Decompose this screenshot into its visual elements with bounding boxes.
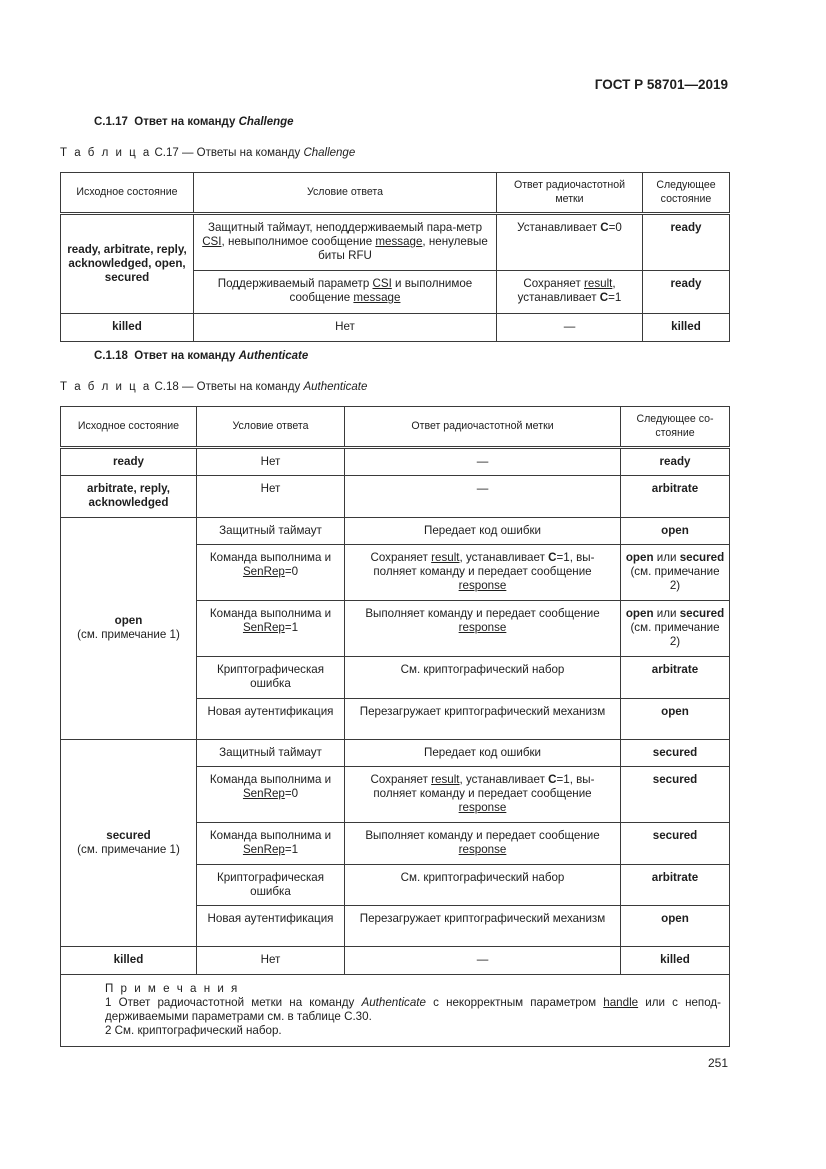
table-row xyxy=(61,214,730,271)
table-number: С.18 — Ответы на команду xyxy=(154,381,301,393)
condition-cell: Команда выполнима и SenRep=0 xyxy=(197,544,345,600)
next-state-cell: arbitrate xyxy=(621,865,730,906)
table-header-row xyxy=(61,407,730,448)
condition-cell: Нет xyxy=(197,476,345,517)
next-state-cell: ready xyxy=(643,214,730,271)
response-cell: — xyxy=(345,448,621,476)
note-1: 1 Ответ радиочастотной метки на команду Authenticate с некорректным параметром handle или с непод-держиваемыми параметрами см. в таблице С.30. xyxy=(105,995,722,1024)
next-state-cell: open xyxy=(621,517,730,544)
condition-cell: Новая аутентификация xyxy=(197,698,345,739)
table-caption-c17 xyxy=(60,147,355,159)
table-row xyxy=(61,313,730,341)
next-state-cell: open или secured (см. примечание 2) xyxy=(621,544,730,600)
col-header-tag-response: Ответ радиочастотной метки xyxy=(345,407,621,448)
response-cell: Передает код ошибки xyxy=(345,517,621,544)
table-c17 xyxy=(60,172,730,342)
next-state-cell: ready xyxy=(643,270,730,313)
table-caption-c18 xyxy=(60,381,367,393)
response-cell: Выполняет команду и передает сообщение response xyxy=(345,600,621,656)
command-name: Authenticate xyxy=(238,350,309,362)
initial-state-cell: arbitrate, reply, acknowledged xyxy=(61,476,197,517)
initial-state-cell: secured (см. примечание 1) xyxy=(61,739,197,947)
response-cell: Перезагружает криптографический механизм xyxy=(345,698,621,739)
condition-cell: Нет xyxy=(197,947,345,974)
response-cell: Передает код ошибки xyxy=(345,739,621,766)
response-cell: Сохраняет result, устанавливает C=1, вы-полняет команду и передает сообщение response xyxy=(345,544,621,600)
table-word: Т а б л и ц а xyxy=(60,147,152,159)
next-state-cell: secured xyxy=(621,767,730,823)
col-header-next-state: Следующее со-стояние xyxy=(621,407,730,448)
initial-state-cell: killed xyxy=(61,947,197,974)
notes-heading: П р и м е ч а н и я xyxy=(105,981,240,995)
response-cell: Устанавливает C=0 xyxy=(497,214,643,271)
next-state-cell: arbitrate xyxy=(621,476,730,517)
response-cell: Сохраняет result, устанавливает C=1, вы-полняет команду и передает сообщение response xyxy=(345,767,621,823)
response-cell: — xyxy=(497,313,643,341)
next-state-cell: secured xyxy=(621,823,730,865)
section-number: С.1.18 xyxy=(94,350,128,362)
page-number: 251 xyxy=(707,1056,728,1070)
next-state-cell: open xyxy=(621,698,730,739)
notes-row xyxy=(61,974,730,1047)
table-row xyxy=(61,947,730,974)
condition-cell: Криптографическая ошибка xyxy=(197,656,345,698)
col-header-condition: Условие ответа xyxy=(194,173,497,214)
response-cell: Выполняет команду и передает сообщение response xyxy=(345,823,621,865)
response-cell: Сохраняет result, устанавливает C=1 xyxy=(497,270,643,313)
col-header-initial-state: Исходное состояние xyxy=(61,407,197,448)
initial-state-cell: killed xyxy=(61,313,194,341)
table-c18 xyxy=(60,406,730,1047)
standard-designation: ГОСТ Р 58701—2019 xyxy=(594,77,728,92)
next-state-cell: open xyxy=(621,906,730,947)
section-number: С.1.17 xyxy=(94,116,128,128)
response-cell: — xyxy=(345,947,621,974)
table-row xyxy=(61,448,730,476)
col-header-tag-response: Ответ радиочастотной метки xyxy=(497,173,643,214)
initial-state-cell: open (см. примечание 1) xyxy=(61,517,197,739)
section-title: Ответ на команду xyxy=(134,350,236,362)
section-heading-authenticate xyxy=(94,350,308,362)
command-name: Challenge xyxy=(238,116,294,128)
table-row xyxy=(61,739,730,766)
table-number: С.17 — Ответы на команду xyxy=(154,147,301,159)
table-header-row xyxy=(61,173,730,214)
response-cell: — xyxy=(345,476,621,517)
condition-cell: Новая аутентификация xyxy=(197,906,345,947)
section-title: Ответ на команду xyxy=(134,116,236,128)
condition-cell: Защитный таймаут, неподдерживаемый пара-метр CSI, невыполнимое сообщение message, ненулевые биты RFU xyxy=(194,214,497,271)
condition-cell: Нет xyxy=(194,313,497,341)
notes-cell xyxy=(61,974,730,1047)
section-heading-challenge xyxy=(94,116,294,128)
initial-state-cell: ready xyxy=(61,448,197,476)
response-cell: Перезагружает криптографический механизм xyxy=(345,906,621,947)
col-header-initial-state: Исходное состояние xyxy=(61,173,194,214)
next-state-cell: secured xyxy=(621,739,730,766)
table-word: Т а б л и ц а xyxy=(60,381,152,393)
response-cell: См. криптографический набор xyxy=(345,865,621,906)
table-row xyxy=(61,476,730,517)
condition-cell: Команда выполнима и SenRep=1 xyxy=(197,823,345,865)
next-state-cell: open или secured (см. примечание 2) xyxy=(621,600,730,656)
condition-cell: Команда выполнима и SenRep=1 xyxy=(197,600,345,656)
response-cell: См. криптографический набор xyxy=(345,656,621,698)
col-header-next-state: Следующее состояние xyxy=(643,173,730,214)
table-row xyxy=(61,517,730,544)
col-header-condition: Условие ответа xyxy=(197,407,345,448)
next-state-cell: ready xyxy=(621,448,730,476)
condition-cell: Криптографическая ошибка xyxy=(197,865,345,906)
note-2: 2 См. криптографический набор. xyxy=(105,1024,282,1038)
initial-state-cell: ready, arbitrate, reply, acknowledged, open, secured xyxy=(61,214,194,314)
table-command: Challenge xyxy=(303,147,356,159)
condition-cell: Команда выполнима и SenRep=0 xyxy=(197,767,345,823)
condition-cell: Поддерживаемый параметр CSI и выполнимое сообщение message xyxy=(194,270,497,313)
condition-cell: Защитный таймаут xyxy=(197,517,345,544)
condition-cell: Нет xyxy=(197,448,345,476)
table-command: Authenticate xyxy=(303,381,368,393)
condition-cell: Защитный таймаут xyxy=(197,739,345,766)
next-state-cell: killed xyxy=(621,947,730,974)
next-state-cell: killed xyxy=(643,313,730,341)
next-state-cell: arbitrate xyxy=(621,656,730,698)
